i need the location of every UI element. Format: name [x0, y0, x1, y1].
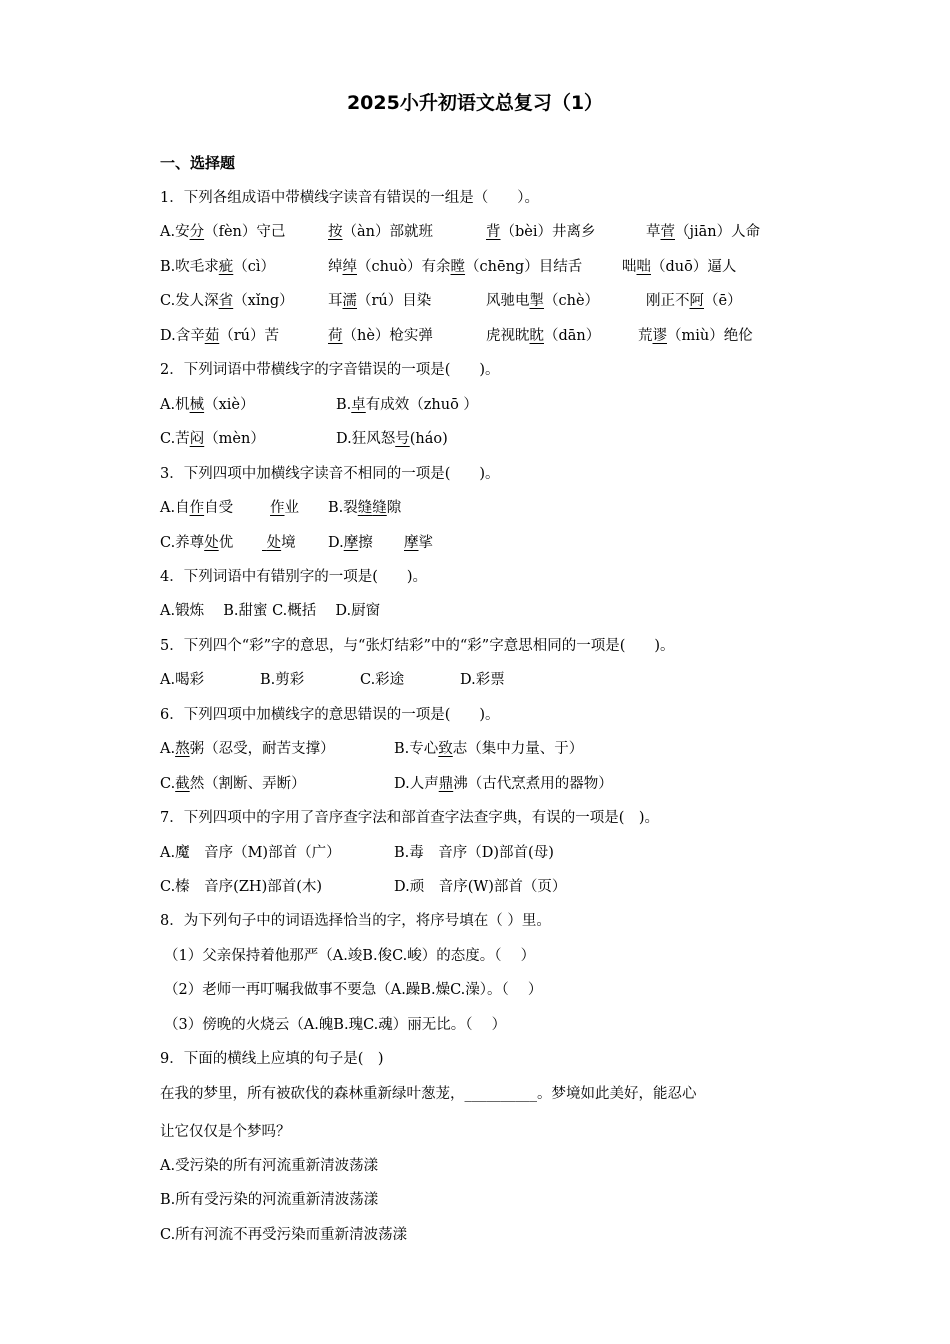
option-b: B.卓有成效（zhuō ） [336, 397, 478, 413]
option-d: D.摩擦 [328, 535, 373, 551]
option-cell: 咄咄（duō）逼人 [622, 259, 737, 275]
section-heading: 一、选择题 [160, 154, 236, 172]
option-cell: C.发人深省（xǐng） [160, 293, 294, 309]
question-3-stem: 3．下列四项中加横线字读音不相同的一项是( )。 [160, 466, 500, 482]
option-c: C.苦闷（mèn） [160, 431, 265, 447]
option-c: C.彩途 [360, 672, 405, 688]
option-cell: 草菅（jiān）人命 [646, 224, 761, 240]
question-4-options: A.锻炼 B.甜蜜 C.概括 D.厨窗 [160, 603, 381, 619]
option-cell: B.吹毛求疵（cì） [160, 259, 276, 275]
option-cell: 瞠（chēng）目结舌 [450, 259, 583, 275]
option-d: D.人声鼎沸（古代烹煮用的器物） [394, 776, 613, 792]
option-b: B.专心致志（集中力量、于） [394, 741, 584, 757]
question-4-stem: 4．下列词语中有错别字的一项是( )。 [160, 569, 428, 585]
question-1-stem: 1．下列各组成语中带横线字读音有错误的一组是（ ）。 [160, 190, 539, 206]
question-9-option-b: B.所有受污染的河流重新清波荡漾 [160, 1192, 379, 1208]
option-d: D.狂风怒号(háo) [336, 431, 448, 447]
question-6-stem: 6．下列四项中加横线字的意思错误的一项是( )。 [160, 707, 500, 723]
option-cell: D.含辛茹（rú）苦 [160, 328, 279, 344]
option-cell: 绰绰（chuò）有余瞠（chēng）目结舌 [328, 259, 583, 275]
option-a: A.熬粥（忍受，耐苦支撑） [160, 741, 335, 757]
option-a: A.喝彩 [160, 672, 205, 688]
question-9-option-c: C.所有河流不再受污染而重新清波荡漾 [160, 1227, 408, 1243]
option-cell: 虎视眈眈（dān） [486, 328, 601, 344]
option-d: D.彩票 [460, 672, 505, 688]
option-b: B.毒 音序（D)部首(母) [394, 845, 554, 861]
option-c-2: 处境 [266, 535, 296, 551]
question-9-option-a: A.受污染的所有河流重新清波荡漾 [160, 1158, 379, 1174]
option-d: D.顽 音序(W)部首（页） [394, 879, 567, 895]
option-c: C.榛 音序(ZH)部首(木) [160, 879, 323, 895]
option-cell: 刚正不阿（ē） [646, 293, 742, 309]
question-8-stem: 8．为下列句子中的词语选择恰当的字，将序号填在（ ）里。 [160, 913, 551, 929]
option-c: C.截然（割断、弄断） [160, 776, 306, 792]
option-cell: 按（àn）部就班 [328, 224, 433, 240]
option-b: B.剪彩 [260, 672, 305, 688]
option-a-2: 作业 [270, 500, 299, 516]
option-d-2: 摩挲 [404, 535, 433, 551]
question-8-item-1: （1）父亲保持着他那严（A.竣B.俊C.峻）的态度。（ ） [164, 948, 536, 964]
question-9-text-2: 让它仅仅是个梦吗？ [160, 1124, 291, 1140]
option-c: C.养尊处优 [160, 535, 234, 551]
question-2-stem: 2．下列词语中带横线字的字音错误的一项是( )。 [160, 362, 500, 378]
question-7-stem: 7．下列四项中的字用了音序查字法和部首查字法查字典，有误的一项是( )。 [160, 810, 660, 826]
option-cell: 荷（hè）枪实弹 [328, 328, 433, 344]
question-8-item-2: （2）老师一再叮嘱我做事不要急（A.躁B.燥C.澡）。（ ） [164, 982, 543, 998]
option-b: B.裂缝缝隙 [328, 500, 402, 516]
option-cell: 荒谬（miù）绝伦 [638, 328, 753, 344]
question-5-stem: 5．下列四个“彩”字的意思，与“张灯结彩”中的“彩”字意思相同的一项是( )。 [160, 638, 675, 654]
option-cell: 风驰电掣（chè） [486, 293, 600, 309]
option-cell: A.安分（fèn）守己 [160, 224, 286, 240]
option-a: A.魔 音序（M)部首（广） [160, 845, 341, 861]
page-title: 2025小升初语文总复习（1） [346, 92, 604, 114]
option-a: A.自作自受 [160, 500, 234, 516]
option-cell: 耳濡（rú）目染 [328, 293, 432, 309]
question-8-item-3: （3）傍晚的火烧云（A.魄B.瑰C.魂）丽无比。（ ） [164, 1017, 507, 1033]
option-cell: 背（bèi）井离乡 [486, 224, 596, 240]
option-a: A.机械（xiè） [160, 397, 255, 413]
question-9-text-1: 在我的梦里，所有被砍伐的森林重新绿叶葱茏，__________。梦境如此美好，能忍心 [160, 1086, 697, 1102]
question-9-stem: 9．下面的横线上应填的句子是( ) [160, 1051, 384, 1067]
